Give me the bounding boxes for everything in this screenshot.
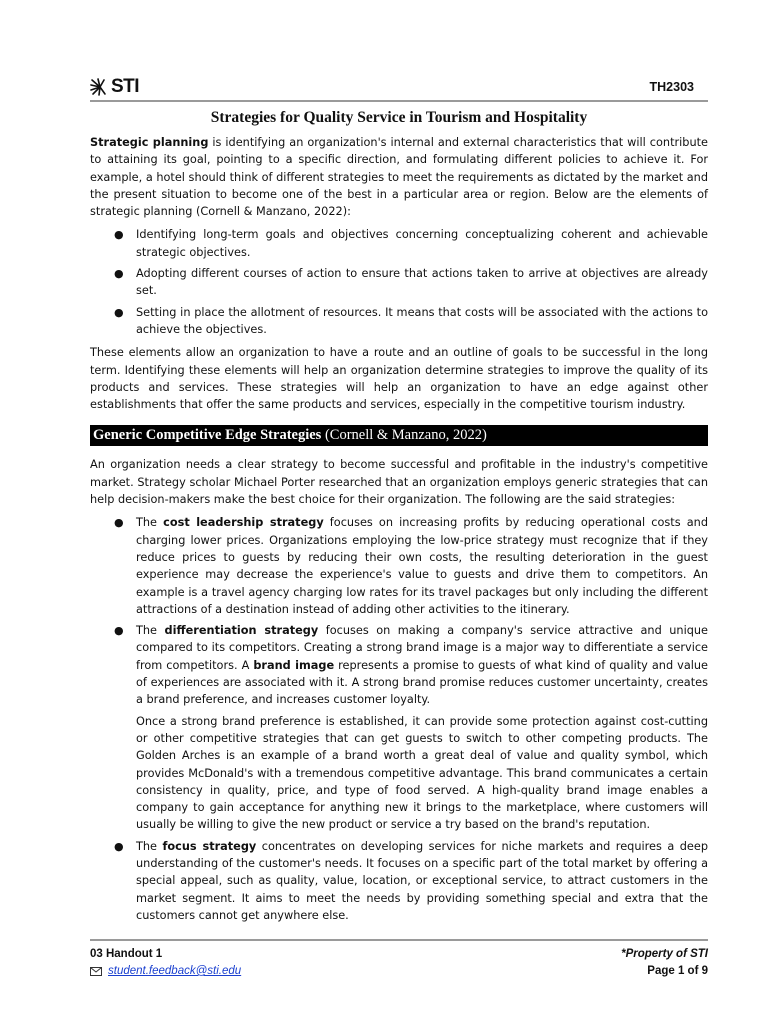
feedback-email-link[interactable]: student.feedback@sti.edu xyxy=(108,965,242,977)
list-item-focus: ● The focus strategy concentrates on developing services for niche markets and requires a deep understanding of the customer's needs. It focuses on a specific part of the total market by offering a special appeal, such as quality, value, location, or exceptional service, to attract customers in the market segment. It aims to meet the needs by providing something special and extra that the customers cannot get anywhere else. xyxy=(114,839,708,922)
page-number: Page 1 of 9 xyxy=(647,965,708,977)
page-title: Strategies for Quality Service in Tourism and Hospitality xyxy=(210,109,588,126)
bullet-icon: ● xyxy=(114,305,124,319)
intro-term: Strategic planning xyxy=(90,136,209,149)
list-item: ● Identifying long-term goals and objectives concerning conceptualizing coherent and achievable strategic objectives. xyxy=(114,228,708,259)
intro-text: is identifying an organization's internal and external characteristics that will contribute to attaining its goal, pointing to a specific direction, and formulating different policies to achieve it. For example, a hotel should think of different strategies to meet the requirements as dictated by the market and the present situation to become one of the best in a particular area or region. Below are the elements of strategic planning (Cornell & Manzano, 2022): xyxy=(90,136,708,219)
list-item: ● Adopting different courses of action to ensure that actions taken to arrive at objectives are already set. xyxy=(114,267,708,298)
bullet-icon: ● xyxy=(114,267,124,281)
list-item-differentiation: ● The differentiation strategy focuses on making a company's service attractive and unique compared to its competitors. Creating a strong brand image is a major way to differentiate a service from competitors. A brand image represents a promise to guests of what kind of quality and value of experiences are associated with it. A strong brand promise reduces customer uncertainty, creates a brand preference, and increases customer loyalty. Once a strong brand preference is established, it can provide some protection against cost-cutting or other competitive strategies that can get guests to switch to other competing products. The Golden Arches is an example of a brand worth a great deal of value and quality symbol, which provides McDonald's with a tremendous competitive advantage. This brand communicates a certain consistency in quality, price, and type of food served. A high-quality brand image enables a company to gain acceptance for anything new it brings to the marketplace, where customers will usually be willing to give the new product or service a try based on the brand's reputation. xyxy=(90,622,708,834)
elements-list xyxy=(90,226,708,338)
bullet-icon: ● xyxy=(114,516,124,530)
logo-text: STI xyxy=(111,76,140,97)
section-intro: An organization needs a clear strategy to become successful and profitable in the industry's competitive market. Strategy scholar Michael Porter researched that an organization employs generic strategies that can help decision-makers make the best choice for their organization. The following are the said strategies: xyxy=(90,458,708,507)
list-item-cost-leadership: ● The cost leadership strategy focuses on increasing profits by reducing operational costs and charging lower prices. Organizations employing the low-price strategy must recognize that if they reduce prices to guests by reducing their own costs, the resulting deterioration in the guest experience may decrease the experience's value to guests and drive them to competitors. An example is a travel agency charging low rates for its travel packages but only including the different attractions of a destination instead of adding other activities to the itinerary. xyxy=(114,516,708,616)
section-heading-citation: (Cornell & Manzano, 2022) xyxy=(321,427,487,444)
term-focus: focus strategy xyxy=(162,839,257,853)
document-code: TH2303 xyxy=(649,80,694,94)
section-heading xyxy=(90,425,708,446)
differentiation-paragraph-2: Once a strong brand preference is established, it can provide some protection against cost-cutting or other competitive strategies that can get guests to switch to other competing products. The Golden Arches is an example of a brand worth a great deal of value and quality symbol, which provides McDonald's with a tremendous competitive advantage. This brand communicates a certain consistency in quality, price, and type of food served. A high-quality brand image enables a company to gain acceptance for anything new it brings to the marketplace, where customers will usually be willing to give the new product or service a try based on the brand's reputation. xyxy=(136,714,708,832)
bullet-icon: ● xyxy=(114,228,124,242)
term-differentiation: differentiation strategy xyxy=(164,624,319,638)
bullet-icon: ● xyxy=(114,624,124,638)
envelope-icon xyxy=(90,967,102,976)
sti-logo xyxy=(90,77,139,97)
page-header xyxy=(90,76,708,100)
strategies-list xyxy=(90,514,708,924)
intro-paragraph xyxy=(90,134,708,220)
property-notice: *Property of STI xyxy=(621,948,708,960)
header-divider xyxy=(90,100,708,102)
footer-email-row xyxy=(90,963,241,980)
handout-label: 03 Handout 1 xyxy=(90,948,163,960)
term-cost-leadership: cost leadership strategy xyxy=(163,516,324,530)
footer-divider xyxy=(90,939,708,941)
elements-summary: These elements allow an organization to have a route and an outline of goals to be successful in the long term. Identifying these elements will help an organization determine strategies to improve the quality of its products and services. These strategies will help an organization to have an edge against other establishments that offer the same products and services, especially in the competitive tourism industry. xyxy=(90,346,708,412)
section-heading-text: Generic Competitive Edge Strategies xyxy=(93,427,322,444)
term-brand-image: brand image xyxy=(253,658,335,672)
document-body xyxy=(90,134,708,930)
list-item: ● Setting in place the allotment of resources. It means that costs will be associated with the actions to achieve the objectives. xyxy=(114,305,708,336)
footer-left xyxy=(90,946,241,980)
footer-right xyxy=(621,946,708,980)
sti-logo-icon xyxy=(90,78,110,96)
bullet-icon: ● xyxy=(114,839,124,853)
